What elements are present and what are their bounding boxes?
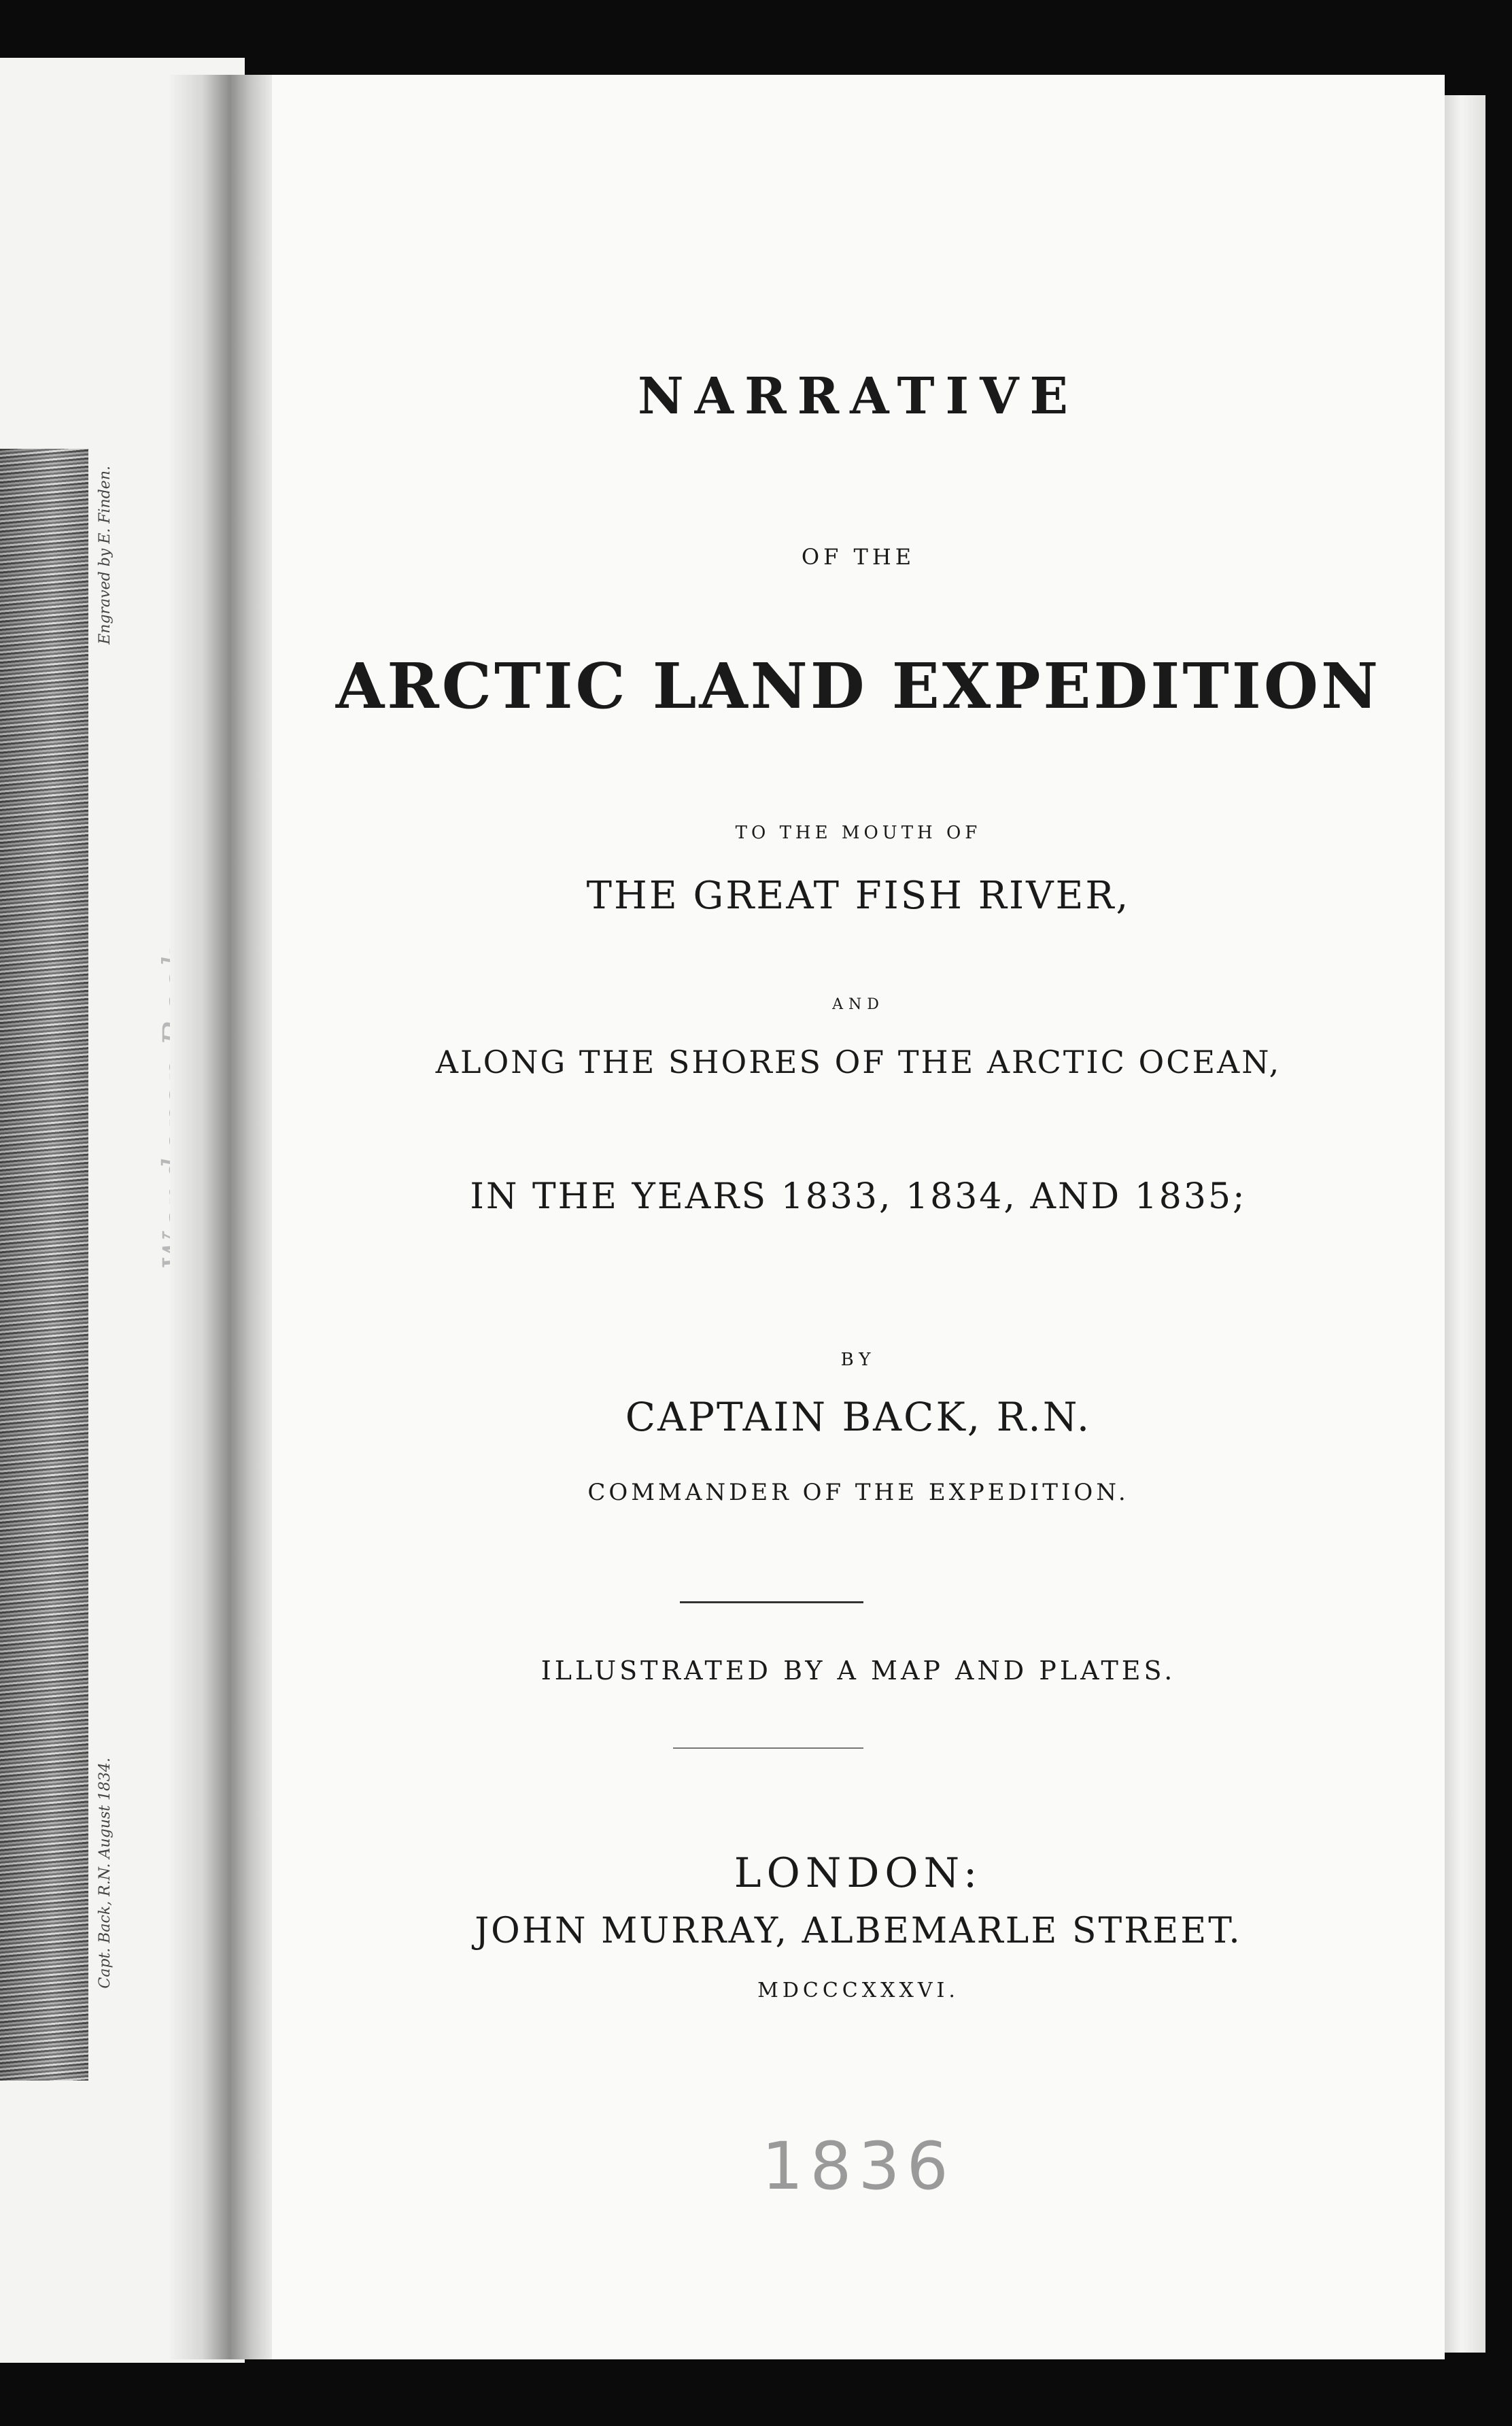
title-of-the: OF THE — [801, 544, 916, 570]
author-name: CAPTAIN BACK, R.N. — [625, 1394, 1092, 1440]
title-main: ARCTIC LAND EXPEDITION — [335, 649, 1381, 723]
title-and: AND — [832, 996, 884, 1013]
imprint-publisher: JOHN MURRAY, ALBEMARLE STREET. — [475, 1911, 1242, 1951]
title-narrative: NARRATIVE — [638, 367, 1079, 426]
imprint-date: MDCCCXXXVI. — [757, 1979, 959, 2002]
author-role: COMMANDER OF THE EXPEDITION. — [587, 1479, 1129, 1506]
book-gutter — [170, 75, 279, 2359]
page-edge — [1445, 95, 1485, 2353]
divider-rule — [680, 1601, 863, 1603]
title-page — [272, 75, 1445, 2359]
title-to-the-mouth: TO THE MOUTH OF — [735, 823, 982, 843]
imprint-city: LONDON: — [734, 1849, 983, 1897]
divider-rule — [673, 1747, 863, 1749]
title-river: THE GREAT FISH RIVER, — [586, 874, 1131, 918]
title-shores: ALONG THE SHORES OF THE ARCTIC OCEAN, — [435, 1044, 1282, 1080]
plate-credit: Capt. Back, R.N. August 1834. — [97, 1758, 114, 1989]
handwritten-year: 1836 — [761, 2128, 955, 2204]
engraver-credit: Engraved by E. Finden. — [97, 466, 114, 645]
title-by: BY — [840, 1350, 876, 1370]
frontispiece-engraving — [0, 449, 88, 2081]
title-years: IN THE YEARS 1833, 1834, AND 1835; — [470, 1176, 1247, 1217]
illustrated-note: ILLUSTRATED BY A MAP AND PLATES. — [540, 1656, 1176, 1686]
